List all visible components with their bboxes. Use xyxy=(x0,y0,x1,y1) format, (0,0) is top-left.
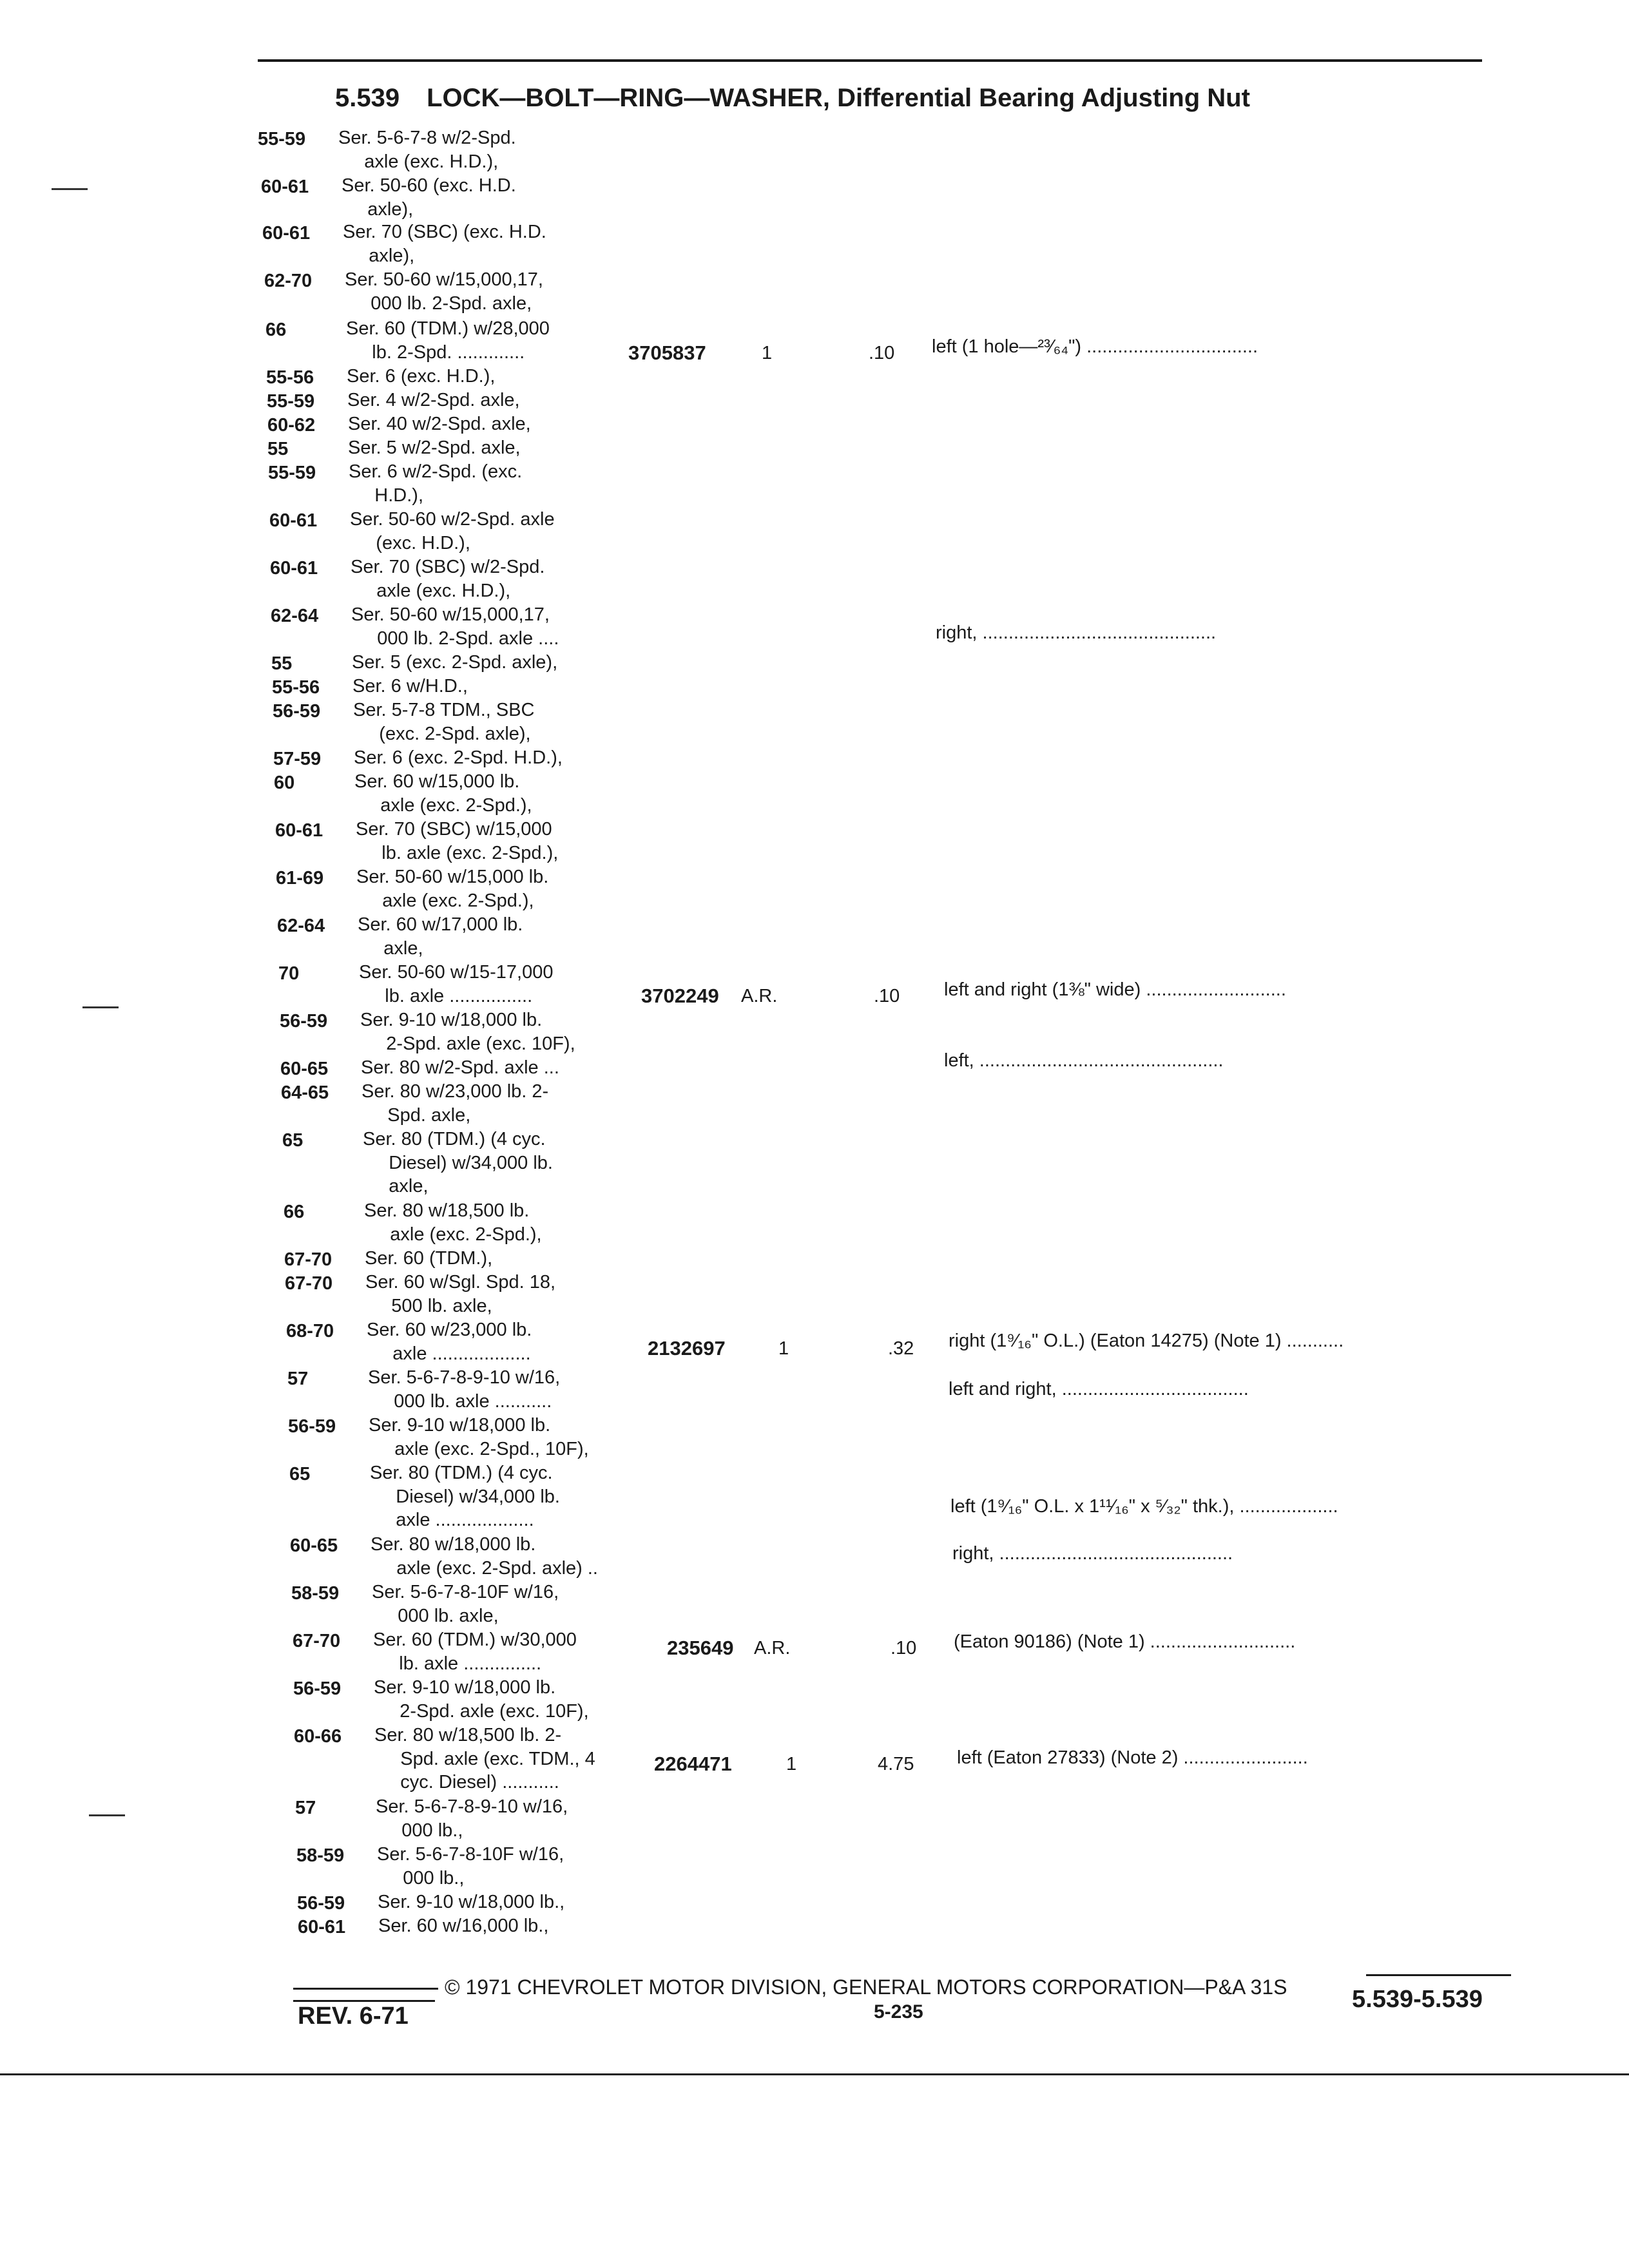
application-description: Ser. 50-60 w/15,000,17, 000 lb. 2-Spd. axle, xyxy=(345,269,543,314)
year-range: 67-70 xyxy=(285,1273,333,1294)
year-range: 60-61 xyxy=(262,223,311,244)
page-title xyxy=(335,84,1250,113)
application-description: Ser. 6 (exc. 2-Spd. H.D.), xyxy=(354,747,563,768)
part-number: 3702249 xyxy=(641,985,719,1007)
application-description: Ser. 50-60 w/15-17,000 lb. axle ................ xyxy=(359,962,554,1006)
application-description: Ser. 9-10 w/18,000 lb., xyxy=(378,1892,565,1912)
part-remark: left (1 hole—²³⁄₆₄") ................................. xyxy=(932,336,1258,357)
year-range: 58-59 xyxy=(296,1845,345,1866)
year-range: 56-59 xyxy=(273,701,321,722)
application-description: Ser. 70 (SBC) w/15,000 lb. axle (exc. 2-Spd.), xyxy=(356,819,559,863)
year-range: 62-64 xyxy=(277,916,325,936)
margin-mark xyxy=(82,1006,119,1008)
application-description: Ser. 70 (SBC) w/2-Spd. axle (exc. H.D.), xyxy=(351,557,545,601)
year-range: 62-64 xyxy=(271,606,319,626)
footer-rule-left xyxy=(293,1988,438,1990)
application-description: Ser. 5-6-7-8-9-10 w/16, 000 lb., xyxy=(376,1796,568,1841)
year-range: 60-66 xyxy=(294,1726,342,1747)
price: .10 xyxy=(891,1638,917,1658)
part-remark: right, ............................................. xyxy=(936,622,1217,643)
year-range: 55 xyxy=(271,653,293,674)
section-number: 5.539 xyxy=(335,84,400,112)
quantity: A.R. xyxy=(754,1638,791,1658)
quantity: 1 xyxy=(762,343,773,363)
application-description: Ser. 4 w/2-Spd. axle, xyxy=(347,390,520,410)
margin-mark xyxy=(89,1814,125,1816)
year-range: 67-70 xyxy=(284,1249,333,1270)
application-description: Ser. 60 w/23,000 lb. axle ................... xyxy=(367,1320,532,1364)
top-rule xyxy=(258,59,1482,62)
application-description: Ser. 60 w/16,000 lb., xyxy=(378,1916,549,1936)
year-range: 55-59 xyxy=(268,463,316,483)
revision-rule xyxy=(293,2000,435,2002)
application-description: Ser. 60 (TDM.) w/28,000 lb. 2-Spd. ............. xyxy=(346,318,550,363)
application-description: Ser. 9-10 w/18,000 lb. 2-Spd. axle (exc. 10F), xyxy=(360,1010,575,1054)
part-remark: left, ............................................... xyxy=(944,1050,1224,1071)
year-range: 60-61 xyxy=(270,558,318,579)
application-description: Ser. 6 w/H.D., xyxy=(352,676,468,697)
application-description: Ser. 60 w/15,000 lb. axle (exc. 2-Spd.), xyxy=(354,771,532,816)
application-description: Ser. 50-60 (exc. H.D. axle), xyxy=(342,175,516,220)
application-description: Ser. 5-6-7-8-9-10 w/16, 000 lb. axle ........... xyxy=(368,1367,561,1412)
year-range: 56-59 xyxy=(293,1678,342,1699)
year-range: 65 xyxy=(282,1130,304,1151)
part-number: 2264471 xyxy=(654,1753,732,1775)
price: .32 xyxy=(888,1338,914,1359)
title-subtitle: Differential Bearing Adjusting Nut xyxy=(837,84,1250,112)
year-range: 60-61 xyxy=(269,510,318,531)
year-range: 55-56 xyxy=(266,367,314,388)
copyright-notice: © 1971 CHEVROLET MOTOR DIVISION, GENERAL MOTORS CORPORATION—P&A 31S xyxy=(445,1975,1287,1999)
section-range: 5.539-5.539 xyxy=(1352,1986,1483,2013)
year-range: 61-69 xyxy=(276,868,324,889)
application-description: Ser. 80 (TDM.) (4 cyc. Diesel) w/34,000 lb. axle ................... xyxy=(370,1463,560,1531)
year-range: 55-59 xyxy=(267,391,315,412)
part-number: 235649 xyxy=(667,1637,734,1659)
year-range: 65 xyxy=(289,1464,311,1485)
year-range: 68-70 xyxy=(286,1321,334,1341)
price: .10 xyxy=(874,986,900,1006)
application-description: Ser. 60 w/17,000 lb. axle, xyxy=(358,914,523,959)
price: 4.75 xyxy=(878,1754,914,1774)
title-text: LOCK—BOLT—RING—WASHER, xyxy=(427,84,831,112)
quantity: 1 xyxy=(786,1754,797,1774)
margin-mark xyxy=(52,188,88,190)
part-remark: left (Eaton 27833) (Note 2) ........................ xyxy=(957,1747,1308,1768)
year-range: 60-65 xyxy=(290,1535,338,1556)
application-description: Ser. 80 w/23,000 lb. 2- Spd. axle, xyxy=(361,1081,549,1126)
application-description: Ser. 80 w/2-Spd. axle ... xyxy=(361,1057,559,1078)
year-range: 67-70 xyxy=(293,1631,341,1651)
year-range: 57 xyxy=(287,1369,309,1389)
year-range: 55-56 xyxy=(272,677,320,698)
year-range: 60-65 xyxy=(280,1059,329,1079)
year-range: 56-59 xyxy=(288,1416,336,1437)
year-range: 66 xyxy=(265,320,287,340)
quantity: 1 xyxy=(778,1338,789,1359)
year-range: 70 xyxy=(278,963,300,984)
part-remark: right (1⁹⁄₁₆" O.L.) (Eaton 14275) (Note 1) ........... xyxy=(949,1331,1344,1351)
application-description: Ser. 80 w/18,500 lb. 2- Spd. axle (exc. TDM., 4 cyc. Diesel) ........... xyxy=(374,1725,595,1793)
part-remark: (Eaton 90186) (Note 1) ............................ xyxy=(954,1631,1296,1652)
application-description: Ser. 50-60 w/15,000,17, 000 lb. 2-Spd. axle .... xyxy=(351,604,559,649)
application-description: Ser. 9-10 w/18,000 lb. 2-Spd. axle (exc. 10F), xyxy=(374,1677,589,1722)
year-range: 57-59 xyxy=(273,749,322,769)
price: .10 xyxy=(869,343,895,363)
year-range: 57 xyxy=(295,1798,316,1818)
part-remark: left (1⁹⁄₁₆" O.L. x 1¹¹⁄₁₆" x ⁵⁄₃₂" thk.), ................... xyxy=(950,1496,1338,1517)
application-description: Ser. 5-6-7-8-10F w/16, 000 lb., xyxy=(377,1844,564,1888)
year-range: 66 xyxy=(284,1202,305,1222)
application-description: Ser. 60 (TDM.), xyxy=(365,1248,493,1269)
page-number: 5-235 xyxy=(874,2001,923,2023)
part-remark: left and right (1⅜" wide) ........................... xyxy=(944,979,1286,1000)
application-description: Ser. 50-60 w/2-Spd. axle (exc. H.D.), xyxy=(350,509,555,553)
application-description: Ser. 60 (TDM.) w/30,000 lb. axle ............... xyxy=(373,1629,577,1674)
year-range: 55-59 xyxy=(258,129,306,149)
year-range: 56-59 xyxy=(280,1011,328,1032)
year-range: 60-61 xyxy=(298,1917,346,1937)
part-number: 3705837 xyxy=(628,341,706,364)
year-range: 60-62 xyxy=(267,415,316,436)
part-remark: right, ............................................. xyxy=(952,1543,1233,1564)
part-remark: left and right, .................................... xyxy=(949,1379,1249,1399)
year-range: 60-61 xyxy=(261,177,309,197)
application-description: Ser. 5-6-7-8-10F w/16, 000 lb. axle, xyxy=(372,1582,559,1626)
application-description: Ser. 6 w/2-Spd. (exc. H.D.), xyxy=(349,461,523,506)
application-description: Ser. 5-6-7-8 w/2-Spd. axle (exc. H.D.), xyxy=(338,128,516,172)
part-number: 2132697 xyxy=(648,1337,726,1360)
application-description: Ser. 80 (TDM.) (4 cyc. Diesel) w/34,000 lb. axle, xyxy=(363,1129,553,1197)
application-description: Ser. 5 (exc. 2-Spd. axle), xyxy=(352,652,558,673)
quantity: A.R. xyxy=(741,986,778,1006)
year-range: 56-59 xyxy=(297,1893,345,1914)
year-range: 62-70 xyxy=(264,271,313,291)
application-description: Ser. 80 w/18,500 lb. axle (exc. 2-Spd.), xyxy=(364,1200,542,1245)
year-range: 60-61 xyxy=(275,820,323,841)
year-range: 58-59 xyxy=(291,1583,340,1604)
application-description: Ser. 80 w/18,000 lb. axle (exc. 2-Spd. axle) .. xyxy=(371,1534,598,1579)
year-range: 55 xyxy=(267,439,289,459)
application-description: Ser. 70 (SBC) (exc. H.D. axle), xyxy=(343,222,546,266)
application-description: Ser. 5-7-8 TDM., SBC (exc. 2-Spd. axle), xyxy=(353,700,535,744)
application-description: Ser. 60 w/Sgl. Spd. 18, 500 lb. axle, xyxy=(365,1272,556,1316)
footer-rule-right xyxy=(1366,1974,1511,1976)
application-description: Ser. 5 w/2-Spd. axle, xyxy=(348,437,521,458)
year-range: 60 xyxy=(274,773,295,793)
year-range: 64-65 xyxy=(281,1082,329,1103)
application-description: Ser. 9-10 w/18,000 lb. axle (exc. 2-Spd., 10F), xyxy=(369,1415,589,1459)
application-description: Ser. 6 (exc. H.D.), xyxy=(347,366,496,387)
application-description: Ser. 50-60 w/15,000 lb. axle (exc. 2-Spd.), xyxy=(356,867,549,911)
bottom-rule xyxy=(0,2073,1629,2075)
revision-date: REV. 6-71 xyxy=(298,2003,409,2030)
application-description: Ser. 40 w/2-Spd. axle, xyxy=(348,414,531,434)
